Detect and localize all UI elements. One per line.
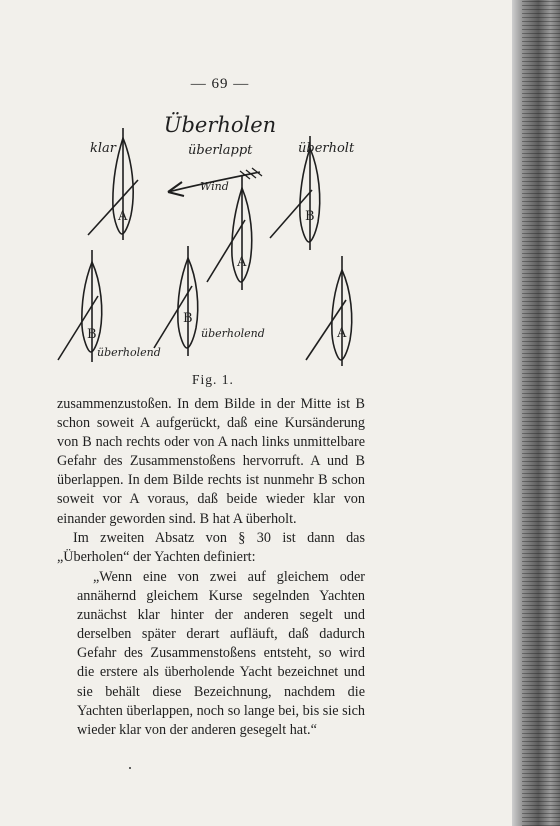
- paragraph-1: zusammenzustoßen. In dem Bilde in der Mitte ist B schon soweit A aufgerückt, daß eine Kursänderung von B nach rechts oder von A nach links unmittelbare Gefahr des Zusammenstoßens hervorruft. A und B überlappen. In dem Bilde rechts ist nunmehr B schon soweit vor A voraus, daß beide wieder klar von einander geworden sind. B hat A überholt.: [57, 396, 365, 527]
- book-spine: [512, 0, 560, 826]
- page-number: — 69 —: [190, 76, 250, 92]
- boat-label-a-mid: A: [237, 255, 247, 270]
- label-ueberholt: überholt: [298, 141, 355, 156]
- figure-caption: Fig. 1.: [192, 372, 234, 387]
- label-ueberholend-mid: überholend: [201, 327, 265, 340]
- boat-label-b-left: B: [87, 327, 97, 342]
- boat-a-mid: [207, 176, 252, 290]
- overtaking-figure: [40, 110, 400, 370]
- label-klar: klar: [90, 141, 116, 156]
- figure-title: Überholen: [163, 113, 277, 137]
- boat-label-b-mid: B: [183, 311, 193, 326]
- quote-text: „Wenn eine von zwei auf gleichem oder annähernd gleichem Kurse segelnden Yachten zunächst klar hinter der anderen segelt und derselben später derart aufläuft, daß dadurch Gefahr des Zusammenstoßens entsteht, so wird die erstere als überholende Yacht bezeichnet und sie behält diese Bezeichnung, nachdem die Yachten überlappen, noch so lange bei, bis sie sich wieder klar von der anderen gesegelt hat.“: [77, 569, 365, 738]
- paragraph-2: Im zweiten Absatz von § 30 ist dann das „Überholen“ der Yachten definiert:: [57, 529, 365, 565]
- label-ueberlappt: überlappt: [188, 143, 253, 158]
- boat-label-b-right: B: [305, 209, 315, 224]
- definition-quote: [77, 568, 365, 740]
- label-wind: Wind: [200, 180, 229, 193]
- boat-b-left: [58, 250, 102, 362]
- ink-speck: [129, 767, 131, 769]
- boat-a-right: [306, 256, 352, 366]
- boat-label-a-right: A: [337, 326, 347, 341]
- body-text: [57, 395, 365, 567]
- figure-drawing: [40, 110, 400, 370]
- label-ueberholend-left: überholend: [97, 346, 161, 359]
- boat-label-a-left: A: [118, 209, 128, 224]
- boat-b-mid: [154, 246, 198, 356]
